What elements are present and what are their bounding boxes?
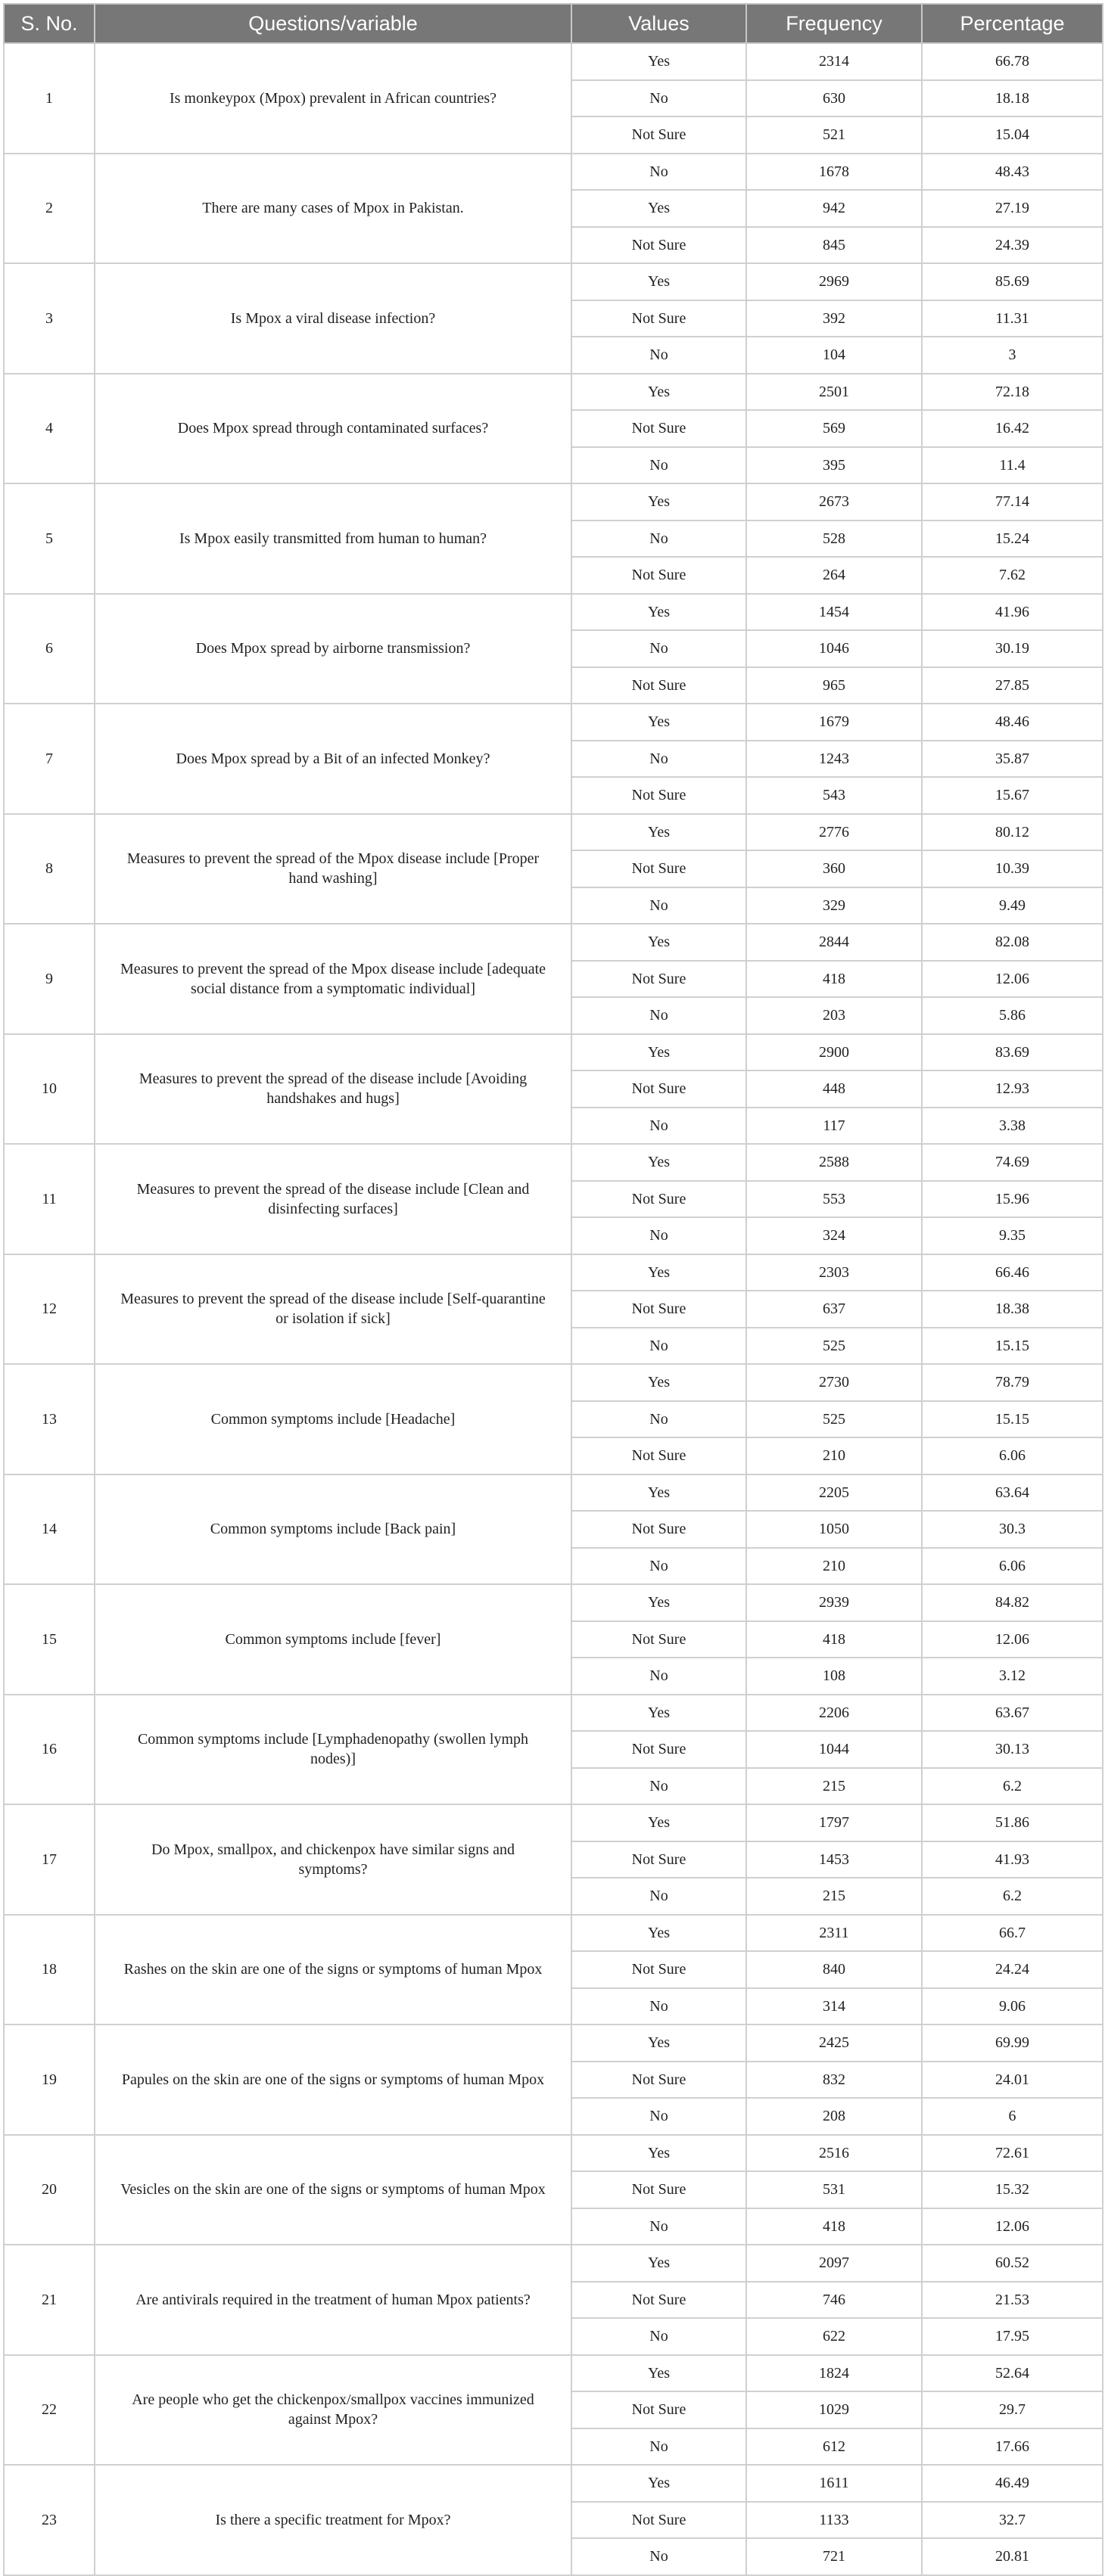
row-sno: 9 (4, 924, 95, 1034)
answer-frequency: 2311 (746, 1915, 922, 1952)
answer-value: No (571, 2538, 746, 2575)
answer-percentage: 77.14 (922, 483, 1103, 520)
answer-percentage: 63.64 (922, 1474, 1103, 1512)
answer-percentage: 12.06 (922, 1621, 1103, 1658)
answer-value: No (571, 2208, 746, 2245)
answer-frequency: 2730 (746, 1364, 922, 1401)
answer-value: Yes (571, 1144, 746, 1181)
answer-percentage: 20.81 (922, 2538, 1103, 2575)
answer-frequency: 2425 (746, 2024, 922, 2062)
answer-value: Not Sure (571, 1511, 746, 1548)
answer-frequency: 108 (746, 1658, 922, 1695)
row-question: Are people who get the chickenpox/smallpox vaccines immunized against Mpox? (95, 2355, 571, 2466)
answer-frequency: 2844 (746, 924, 922, 961)
answer-percentage: 80.12 (922, 814, 1103, 851)
answer-value: Yes (571, 704, 746, 741)
answer-value: Not Sure (571, 667, 746, 704)
answer-percentage: 24.24 (922, 1951, 1103, 1988)
row-sno: 18 (4, 1915, 95, 2025)
answer-frequency: 2969 (746, 263, 922, 300)
answer-frequency: 418 (746, 2208, 922, 2245)
answer-percentage: 3.12 (922, 1658, 1103, 1695)
answer-frequency: 553 (746, 1181, 922, 1218)
answer-frequency: 630 (746, 80, 922, 117)
row-question: Is Mpox easily transmitted from human to human? (95, 483, 571, 594)
answer-value: Not Sure (571, 1291, 746, 1328)
answer-frequency: 942 (746, 190, 922, 227)
answer-frequency: 543 (746, 777, 922, 814)
row-sno: 20 (4, 2135, 95, 2245)
answer-frequency: 104 (746, 337, 922, 374)
row-sno: 1 (4, 43, 95, 154)
answer-value: No (571, 337, 746, 374)
answer-frequency: 832 (746, 2062, 922, 2099)
answer-value: Yes (571, 1804, 746, 1841)
answer-percentage: 84.82 (922, 1584, 1103, 1621)
answer-percentage: 6 (922, 2098, 1103, 2135)
answer-frequency: 612 (746, 2428, 922, 2466)
row-sno: 23 (4, 2465, 95, 2575)
row-question: Measures to prevent the spread of the disease include [Avoiding handshakes and hugs] (95, 1034, 571, 1145)
answer-value: Yes (571, 1915, 746, 1952)
answer-percentage: 16.42 (922, 410, 1103, 447)
table-row (4, 1034, 1103, 1071)
answer-value: Yes (571, 1364, 746, 1401)
answer-value: Not Sure (571, 1181, 746, 1218)
answer-frequency: 418 (746, 961, 922, 998)
answer-value: Not Sure (571, 1951, 746, 1988)
answer-value: No (571, 1108, 746, 1145)
answer-value: No (571, 154, 746, 191)
answer-value: No (571, 887, 746, 924)
row-sno: 2 (4, 154, 95, 264)
answer-value: Not Sure (571, 2391, 746, 2428)
row-sno: 3 (4, 263, 95, 374)
row-sno: 19 (4, 2024, 95, 2135)
row-question: Common symptoms include [fever] (95, 1584, 571, 1695)
answer-percentage: 9.35 (922, 1217, 1103, 1254)
table-row (4, 924, 1103, 961)
answer-frequency: 1797 (746, 1804, 922, 1841)
answer-value: Not Sure (571, 850, 746, 887)
answer-percentage: 66.7 (922, 1915, 1103, 1952)
header-frequency: Frequency (746, 4, 922, 43)
answer-percentage: 15.24 (922, 520, 1103, 558)
row-question: Do Mpox, smallpox, and chickenpox have similar signs and symptoms? (95, 1804, 571, 1915)
answer-percentage: 6.2 (922, 1768, 1103, 1805)
row-sno: 6 (4, 594, 95, 704)
answer-value: Not Sure (571, 1731, 746, 1768)
answer-value: No (571, 1988, 746, 2025)
answer-frequency: 1046 (746, 630, 922, 667)
answer-percentage: 11.31 (922, 300, 1103, 337)
answer-frequency: 395 (746, 447, 922, 484)
answer-value: Yes (571, 43, 746, 80)
answer-frequency: 2900 (746, 1034, 922, 1071)
answer-value: Yes (571, 1695, 746, 1732)
answer-value: Yes (571, 190, 746, 227)
answer-value: No (571, 630, 746, 667)
table-row (4, 374, 1103, 411)
answer-frequency: 2303 (746, 1254, 922, 1291)
answer-percentage: 11.4 (922, 447, 1103, 484)
answer-value: Yes (571, 374, 746, 411)
answer-percentage: 18.38 (922, 1291, 1103, 1328)
answer-percentage: 12.06 (922, 2208, 1103, 2245)
answer-percentage: 5.86 (922, 997, 1103, 1034)
answer-value: Not Sure (571, 227, 746, 264)
answer-value: Yes (571, 924, 746, 961)
table-row (4, 2465, 1103, 2502)
answer-frequency: 2097 (746, 2245, 922, 2282)
answer-percentage: 35.87 (922, 741, 1103, 778)
answer-value: Yes (571, 2024, 746, 2062)
table-body (4, 43, 1103, 2575)
answer-value: No (571, 2428, 746, 2466)
answer-frequency: 314 (746, 1988, 922, 2025)
row-sno: 17 (4, 1804, 95, 1915)
answer-value: No (571, 1548, 746, 1585)
answer-value: No (571, 741, 746, 778)
answer-frequency: 2673 (746, 483, 922, 520)
answer-value: Not Sure (571, 2171, 746, 2208)
answer-frequency: 1029 (746, 2391, 922, 2428)
answer-percentage: 6.2 (922, 1878, 1103, 1915)
answer-frequency: 2939 (746, 1584, 922, 1621)
row-sno: 5 (4, 483, 95, 594)
row-question: Vesicles on the skin are one of the signs or symptoms of human Mpox (95, 2135, 571, 2245)
answer-percentage: 9.06 (922, 1988, 1103, 2025)
answer-frequency: 965 (746, 667, 922, 704)
answer-percentage: 12.06 (922, 961, 1103, 998)
answer-value: No (571, 1401, 746, 1438)
answer-percentage: 72.61 (922, 2135, 1103, 2172)
answer-percentage: 15.15 (922, 1401, 1103, 1438)
answer-value: Not Sure (571, 1621, 746, 1658)
answer-value: No (571, 2098, 746, 2135)
answer-percentage: 24.01 (922, 2062, 1103, 2099)
answer-value: Yes (571, 1584, 746, 1621)
answer-percentage: 46.49 (922, 2465, 1103, 2502)
answer-value: Not Sure (571, 2502, 746, 2539)
row-question: Are antivirals required in the treatment of human Mpox patients? (95, 2245, 571, 2355)
answer-percentage: 10.39 (922, 850, 1103, 887)
answer-value: Yes (571, 263, 746, 300)
table-row (4, 1474, 1103, 1512)
answer-percentage: 51.86 (922, 1804, 1103, 1841)
table-row (4, 2135, 1103, 2172)
answer-percentage: 15.96 (922, 1181, 1103, 1218)
answer-frequency: 329 (746, 887, 922, 924)
answer-value: Yes (571, 2355, 746, 2392)
answer-value: No (571, 1217, 746, 1254)
answer-percentage: 27.85 (922, 667, 1103, 704)
header-question: Questions/variable (95, 4, 571, 43)
answer-percentage: 6.06 (922, 1548, 1103, 1585)
answer-value: Not Sure (571, 961, 746, 998)
answer-percentage: 83.69 (922, 1034, 1103, 1071)
answer-value: Yes (571, 814, 746, 851)
answer-percentage: 24.39 (922, 227, 1103, 264)
answer-frequency: 2776 (746, 814, 922, 851)
answer-percentage: 41.96 (922, 594, 1103, 631)
answer-value: Not Sure (571, 1070, 746, 1108)
answer-value: Not Sure (571, 557, 746, 594)
answer-percentage: 17.95 (922, 2318, 1103, 2355)
answer-frequency: 1453 (746, 1841, 922, 1878)
row-sno: 12 (4, 1254, 95, 1365)
answer-frequency: 264 (746, 557, 922, 594)
row-question: Papules on the skin are one of the signs or symptoms of human Mpox (95, 2024, 571, 2135)
answer-frequency: 1243 (746, 741, 922, 778)
row-question: Rashes on the skin are one of the signs or symptoms of human Mpox (95, 1915, 571, 2025)
answer-percentage: 3 (922, 337, 1103, 374)
answer-frequency: 360 (746, 850, 922, 887)
answer-value: No (571, 1658, 746, 1695)
answer-value: Yes (571, 594, 746, 631)
answer-frequency: 840 (746, 1951, 922, 1988)
answer-percentage: 15.15 (922, 1328, 1103, 1365)
answer-value: Yes (571, 1254, 746, 1291)
row-question: There are many cases of Mpox in Pakistan. (95, 154, 571, 264)
answer-percentage: 17.66 (922, 2428, 1103, 2466)
row-question: Common symptoms include [Lymphadenopathy (swollen lymph nodes)] (95, 1695, 571, 1805)
answer-percentage: 9.49 (922, 887, 1103, 924)
answer-percentage: 7.62 (922, 557, 1103, 594)
answer-value: No (571, 520, 746, 558)
header-values: Values (571, 4, 746, 43)
answer-value: Not Sure (571, 2062, 746, 2099)
answer-frequency: 528 (746, 520, 922, 558)
answer-value: No (571, 447, 746, 484)
row-sno: 21 (4, 2245, 95, 2355)
answer-percentage: 52.64 (922, 2355, 1103, 2392)
answer-value: Yes (571, 2135, 746, 2172)
table-row (4, 1364, 1103, 1401)
answer-percentage: 60.52 (922, 2245, 1103, 2282)
row-sno: 10 (4, 1034, 95, 1145)
answer-percentage: 15.32 (922, 2171, 1103, 2208)
answer-percentage: 48.46 (922, 704, 1103, 741)
table-row (4, 1804, 1103, 1841)
answer-frequency: 721 (746, 2538, 922, 2575)
row-question: Measures to prevent the spread of the disease include [Clean and disinfecting surfaces] (95, 1144, 571, 1254)
row-sno: 13 (4, 1364, 95, 1474)
answer-percentage: 32.7 (922, 2502, 1103, 2539)
table-row (4, 1915, 1103, 1952)
answer-value: Not Sure (571, 410, 746, 447)
answer-frequency: 2516 (746, 2135, 922, 2172)
answer-percentage: 27.19 (922, 190, 1103, 227)
answer-percentage: 6.06 (922, 1437, 1103, 1474)
table-row (4, 263, 1103, 300)
answer-frequency: 210 (746, 1548, 922, 1585)
answer-frequency: 448 (746, 1070, 922, 1108)
answer-value: Yes (571, 1034, 746, 1071)
answer-percentage: 29.7 (922, 2391, 1103, 2428)
answer-frequency: 746 (746, 2282, 922, 2319)
table-row (4, 1584, 1103, 1621)
row-question: Is monkeypox (Mpox) prevalent in African countries? (95, 43, 571, 154)
answer-frequency: 525 (746, 1328, 922, 1365)
answer-value: Not Sure (571, 1841, 746, 1878)
answer-frequency: 2501 (746, 374, 922, 411)
answer-value: No (571, 1768, 746, 1805)
header-sno: S. No. (4, 4, 95, 43)
answer-frequency: 521 (746, 117, 922, 154)
row-question: Is there a specific treatment for Mpox? (95, 2465, 571, 2575)
row-sno: 4 (4, 374, 95, 484)
answer-frequency: 845 (746, 227, 922, 264)
header-row (4, 4, 1103, 43)
row-question: Measures to prevent the spread of the Mpox disease include [adequate social distance from a symptomatic individual] (95, 924, 571, 1034)
table-row (4, 1254, 1103, 1291)
answer-value: Yes (571, 2465, 746, 2502)
answer-percentage: 66.78 (922, 43, 1103, 80)
row-sno: 15 (4, 1584, 95, 1695)
answer-value: No (571, 80, 746, 117)
table-row (4, 43, 1103, 80)
answer-frequency: 210 (746, 1437, 922, 1474)
answer-frequency: 1824 (746, 2355, 922, 2392)
answer-frequency: 1454 (746, 594, 922, 631)
answer-percentage: 30.19 (922, 630, 1103, 667)
answer-frequency: 117 (746, 1108, 922, 1145)
answer-percentage: 74.69 (922, 1144, 1103, 1181)
answer-frequency: 215 (746, 1768, 922, 1805)
answer-percentage: 69.99 (922, 2024, 1103, 2062)
table-row (4, 594, 1103, 631)
row-question: Does Mpox spread by airborne transmission? (95, 594, 571, 704)
table-row (4, 704, 1103, 741)
table-row (4, 2245, 1103, 2282)
answer-frequency: 1678 (746, 154, 922, 191)
row-sno: 16 (4, 1695, 95, 1805)
row-question: Measures to prevent the spread of the disease include [Self-quarantine or isolation if sick] (95, 1254, 571, 1365)
answer-percentage: 63.67 (922, 1695, 1103, 1732)
table-row (4, 1144, 1103, 1181)
answer-percentage: 18.18 (922, 80, 1103, 117)
answer-frequency: 203 (746, 997, 922, 1034)
row-sno: 7 (4, 704, 95, 814)
answer-value: Yes (571, 483, 746, 520)
answer-frequency: 418 (746, 1621, 922, 1658)
row-question: Measures to prevent the spread of the Mpox disease include [Proper hand washing] (95, 814, 571, 924)
table-row (4, 2024, 1103, 2062)
answer-frequency: 392 (746, 300, 922, 337)
answer-percentage: 82.08 (922, 924, 1103, 961)
answer-frequency: 1679 (746, 704, 922, 741)
answer-percentage: 41.93 (922, 1841, 1103, 1878)
answer-frequency: 525 (746, 1401, 922, 1438)
answer-value: No (571, 1328, 746, 1365)
answer-value: Not Sure (571, 777, 746, 814)
answer-frequency: 2205 (746, 1474, 922, 1512)
row-question: Is Mpox a viral disease infection? (95, 263, 571, 374)
table-row (4, 154, 1103, 191)
answer-frequency: 208 (746, 2098, 922, 2135)
answer-percentage: 12.93 (922, 1070, 1103, 1108)
answer-frequency: 2588 (746, 1144, 922, 1181)
row-sno: 8 (4, 814, 95, 924)
answer-percentage: 30.13 (922, 1731, 1103, 1768)
survey-results-table (3, 3, 1103, 2576)
answer-frequency: 531 (746, 2171, 922, 2208)
row-question: Does Mpox spread through contaminated surfaces? (95, 374, 571, 484)
answer-frequency: 637 (746, 1291, 922, 1328)
row-question: Does Mpox spread by a Bit of an infected Monkey? (95, 704, 571, 814)
table-row (4, 483, 1103, 520)
answer-value: No (571, 1878, 746, 1915)
answer-value: Yes (571, 1474, 746, 1512)
answer-frequency: 2206 (746, 1695, 922, 1732)
table-row (4, 814, 1103, 851)
row-question: Common symptoms include [Headache] (95, 1364, 571, 1474)
table-row (4, 1695, 1103, 1732)
table-row (4, 2355, 1103, 2392)
row-sno: 14 (4, 1474, 95, 1585)
answer-frequency: 1044 (746, 1731, 922, 1768)
answer-value: No (571, 2318, 746, 2355)
answer-percentage: 30.3 (922, 1511, 1103, 1548)
answer-percentage: 15.67 (922, 777, 1103, 814)
answer-frequency: 324 (746, 1217, 922, 1254)
answer-frequency: 215 (746, 1878, 922, 1915)
answer-value: No (571, 997, 746, 1034)
answer-value: Not Sure (571, 117, 746, 154)
table-header (4, 4, 1103, 43)
answer-value: Yes (571, 2245, 746, 2282)
answer-frequency: 1611 (746, 2465, 922, 2502)
answer-percentage: 85.69 (922, 263, 1103, 300)
row-sno: 11 (4, 1144, 95, 1254)
answer-frequency: 1050 (746, 1511, 922, 1548)
answer-percentage: 78.79 (922, 1364, 1103, 1401)
answer-percentage: 66.46 (922, 1254, 1103, 1291)
row-question: Common symptoms include [Back pain] (95, 1474, 571, 1585)
answer-percentage: 21.53 (922, 2282, 1103, 2319)
answer-percentage: 72.18 (922, 374, 1103, 411)
answer-percentage: 3.38 (922, 1108, 1103, 1145)
answer-value: Not Sure (571, 2282, 746, 2319)
answer-frequency: 1133 (746, 2502, 922, 2539)
answer-percentage: 48.43 (922, 154, 1103, 191)
header-percentage: Percentage (922, 4, 1103, 43)
answer-frequency: 622 (746, 2318, 922, 2355)
answer-percentage: 15.04 (922, 117, 1103, 154)
answer-frequency: 2314 (746, 43, 922, 80)
row-sno: 22 (4, 2355, 95, 2466)
answer-frequency: 569 (746, 410, 922, 447)
answer-value: Not Sure (571, 300, 746, 337)
answer-value: Not Sure (571, 1437, 746, 1474)
